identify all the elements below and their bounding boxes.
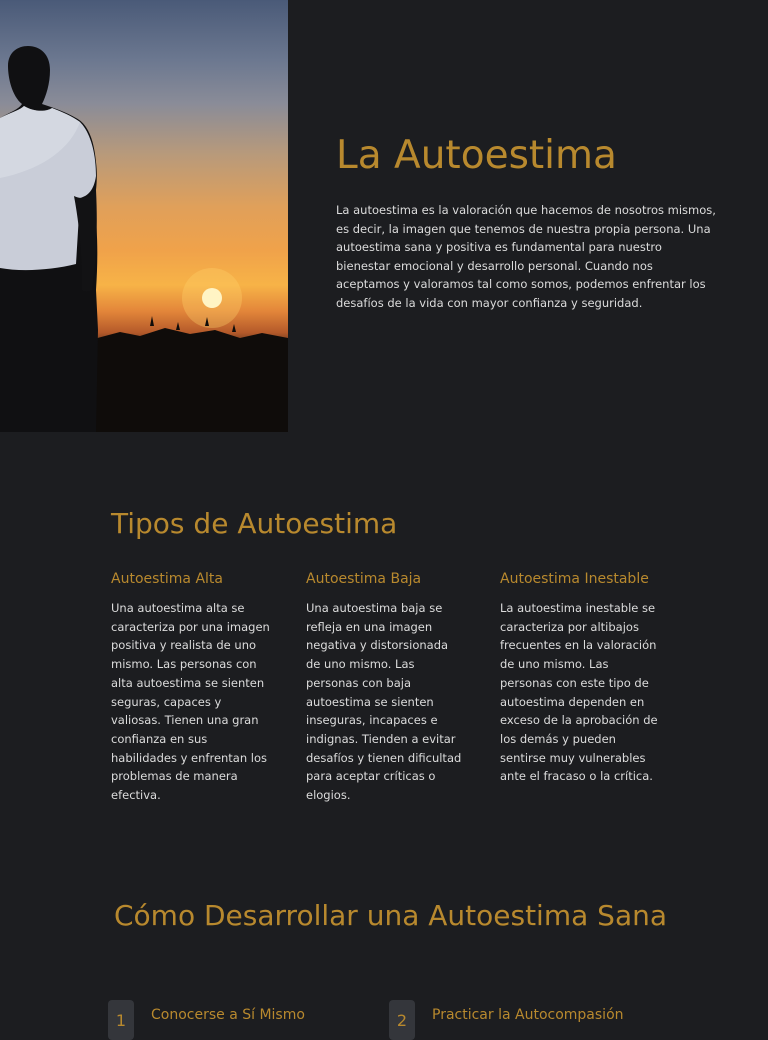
step-item-conocerse (108, 1000, 305, 1040)
type-card-inestable (500, 568, 660, 786)
type-card-baja (306, 568, 466, 805)
step-number-badge: 2 (389, 1000, 415, 1040)
type-card-description: Una autoestima baja se refleja en una imagen negativa y distorsionada de uno mismo. Las personas con baja autoestima se sienten inseguras, incapaces e indignas. Tienden a evitar desafíos y tienen dificultad para aceptar críticas o elogios. (306, 601, 462, 803)
step-label: Practicar la Autocompasión (432, 1007, 624, 1023)
step-number-badge: 1 (108, 1000, 134, 1040)
type-card-description: La autoestima inestable se caracteriza por altibajos frecuentes en la valoración de uno mismo. Las personas con este tipo de autoestima dependen en exceso de la aprobación de los demás y pueden sentirse muy vulnerables ante el fracaso o la crítica. (500, 601, 658, 784)
type-card-title: Autoestima Baja (306, 571, 422, 587)
silhouette-illustration (0, 0, 288, 432)
step-item-autocompasion (389, 1000, 624, 1040)
hero-text-block (336, 130, 716, 313)
hero-description: La autoestima es la valoración que hacemos de nosotros mismos, es decir, la imagen que tenemos de nuestra propia persona. Una autoestima sana y positiva es fundamental para nuestro bienestar emocional y desarrollo personal. Cuando nos aceptamos y valoramos tal como somos, podemos enfrentar los desafíos de la vida con mayor confianza y seguridad. (336, 203, 716, 310)
types-section-title: Tipos de Autoestima (111, 507, 398, 540)
types-section (111, 504, 671, 803)
develop-section-title: Cómo Desarrollar una Autoestima Sana (114, 899, 667, 932)
type-card-description: Una autoestima alta se caracteriza por una imagen positiva y realista de uno mismo. Las personas con alta autoestima se sienten seguras, capaces y valiosas. Tienen una gran confianza en sus habilidades y enfrentan los problemas de manera efectiva. (111, 601, 270, 803)
hero-section (0, 0, 768, 432)
hero-image-sunset-silhouette (0, 0, 288, 432)
page-title: La Autoestima (336, 133, 617, 178)
develop-section (114, 898, 674, 1030)
type-card-title: Autoestima Inestable (500, 571, 649, 587)
type-card-alta (111, 568, 271, 805)
type-card-title: Autoestima Alta (111, 571, 223, 587)
step-label: Conocerse a Sí Mismo (151, 1007, 305, 1023)
